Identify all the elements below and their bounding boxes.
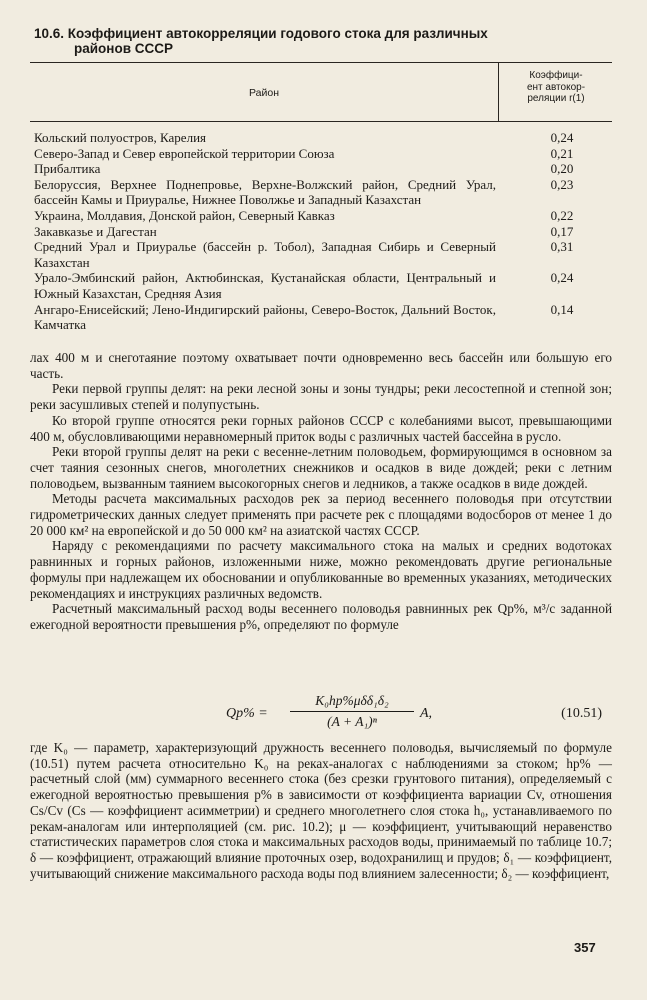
table-header-rule (30, 121, 612, 122)
coef-header-line2: ент автокор- (526, 81, 586, 93)
row-region: Средний Урал и Приуралье (бассейн р. Тобол), Западная Сибирь и Северный Казахстан (34, 239, 496, 270)
row-value: 0,24 (550, 270, 574, 286)
row-value: 0,22 (550, 207, 574, 223)
formula-10-51 (30, 693, 612, 737)
table-body (30, 130, 612, 333)
formula-denominator: (A + A₁)ⁿ (327, 714, 377, 729)
row-region: Кольский полуостров, Карелия (34, 130, 207, 145)
table-row (30, 302, 612, 333)
paragraph: Реки второй группы делят на реки с весенне-летним половодьем, формирующимся в основном за счет таяния сезонных снегов, многолетних снежников и осадков в виде дождей; реки с летним половодьем, вызванным таянием высокогорных снегов и ледников, а также осадков в виде дождей. (30, 444, 612, 491)
table-row (30, 146, 612, 162)
table-top-rule (30, 62, 612, 63)
row-region: Закавказье и Дагестан (34, 223, 157, 239)
table-row (30, 177, 612, 208)
paragraph: Ко второй группе относятся реки горных районов СССР с колебаниями высот, превышающими 400 м, обусловливающими неравномерный приток воды с различных частей бассейна в русло. (30, 412, 612, 444)
row-region: Урало-Эмбинский район, Актюбинская, Кустанайская области, Центральный и Южный Казахстан, Средняя Азия (34, 270, 496, 301)
paragraph: Наряду с рекомендациями по расчету максимального стока на малых и средних водотоках равнинных и горных районов, изложенными ниже, можно рекомендовать другие региональные формулы при надлежащем их обосновании и опубликованные во временных указаниях, методических рекомендациях и инструкциях различных ведомств. (30, 538, 612, 601)
table-row (30, 130, 612, 146)
formula-numerator: K₀hp%μδδ₁δ₂ (290, 693, 414, 712)
row-region: Прибалтика (34, 161, 101, 177)
row-value: 0,14 (550, 301, 574, 317)
body-text-continued (30, 740, 612, 881)
table-row (30, 161, 612, 177)
row-value: 0,31 (550, 239, 574, 255)
row-region: Северо-Запад и Север европейской территории Союза (34, 145, 335, 161)
table-header-divider (498, 62, 499, 121)
page-number: 357 (574, 940, 596, 955)
formula-number: (10.51) (561, 706, 602, 721)
row-region: Ангаро-Енисейский; Лено-Индигирский районы, Северо-Восток, Дальний Восток, Камчатка (34, 301, 496, 333)
coef-header-line3: реляции r(1) (527, 93, 585, 104)
row-value: 0,17 (550, 223, 574, 239)
formula-fraction (290, 693, 414, 730)
row-value: 0,23 (550, 176, 574, 192)
paragraph: Расчетный максимальный расход воды весеннего половодья равнинных рек Qp%, м³/с заданной ежегодной вероятности превышения p%, определяют по формуле (30, 601, 612, 632)
body-text (30, 350, 612, 633)
row-region: Белоруссия, Верхнее Поднепровье, Верхне-Волжский район, Средний Урал, бассейн Камы и Приуралье, Нижнее Поволжье и Западный Казахстан (34, 176, 496, 208)
table-row (30, 224, 612, 240)
column-header-region: Район (249, 87, 279, 99)
column-header-coefficient (500, 70, 612, 105)
row-value: 0,21 (550, 145, 574, 161)
paragraph: где K₀ — параметр, характеризующий дружность весеннего половодья, вычисляемый по формуле (10.51) путем расчета относительно K₀ на реках-аналогах с наблюдениями за стоком; hp% — расчетный слой (мм) суммарного весеннего стока (без срезки грунтового питания), определяемый с ежегодной вероятностью превышения p% в зависимости от коэффициента вариации Cv, отношения Cs/Cv (Cs — коэффициент асимметрии) и среднего многолетнего слоя стока h₀, устанавливаемого по рекам-аналогам или интерполяцией (см. рис. 10.2); μ — коэффициент, учитывающий неравенство статистических параметров слоя стока и максимальных расходов воды, принимаемый по таблице 10.7; δ — коэффициент, отражающий влияние проточных озер, водохранилищ и прудов; δ₁ — коэффициент, учитывающий снижение максимального расхода воды под влиянием залесенности; δ₂ — коэффициент, (30, 740, 612, 881)
table-title-line2: районов СССР (74, 41, 174, 56)
row-region: Украина, Молдавия, Донской район, Северный Кавказ (34, 207, 335, 223)
table-row (30, 239, 612, 270)
table-title (34, 26, 594, 56)
table-title-line1: 10.6. Коэффициент автокорреляции годового стока для различных (34, 26, 488, 41)
paragraph: Реки первой группы делят: на реки лесной зоны и зоны тундры; реки лесостепной и степной зон; реки засушливых степей и полупустынь. (30, 381, 612, 413)
table-row (30, 270, 612, 301)
paragraph: Методы расчета максимальных расходов рек за период весеннего половодья при отсутствии гидрометрических данных следует применять при расчете рек с площадями водосборов от менее 1 до 20 000 км² на европейской и до 50 000 км² на азиатской частях СССР. (30, 491, 612, 538)
paragraph: лах 400 м и снеготаяние поэтому охватывает почти одновременно весь бассейн или большую его часть. (30, 350, 612, 381)
table-row (30, 208, 612, 224)
formula-lhs: Qp% = (226, 706, 268, 721)
coef-header-line1: Коэффици- (529, 70, 583, 81)
row-value: 0,24 (550, 130, 574, 145)
formula-rhs: A, (420, 706, 433, 721)
row-value: 0,20 (550, 161, 574, 177)
